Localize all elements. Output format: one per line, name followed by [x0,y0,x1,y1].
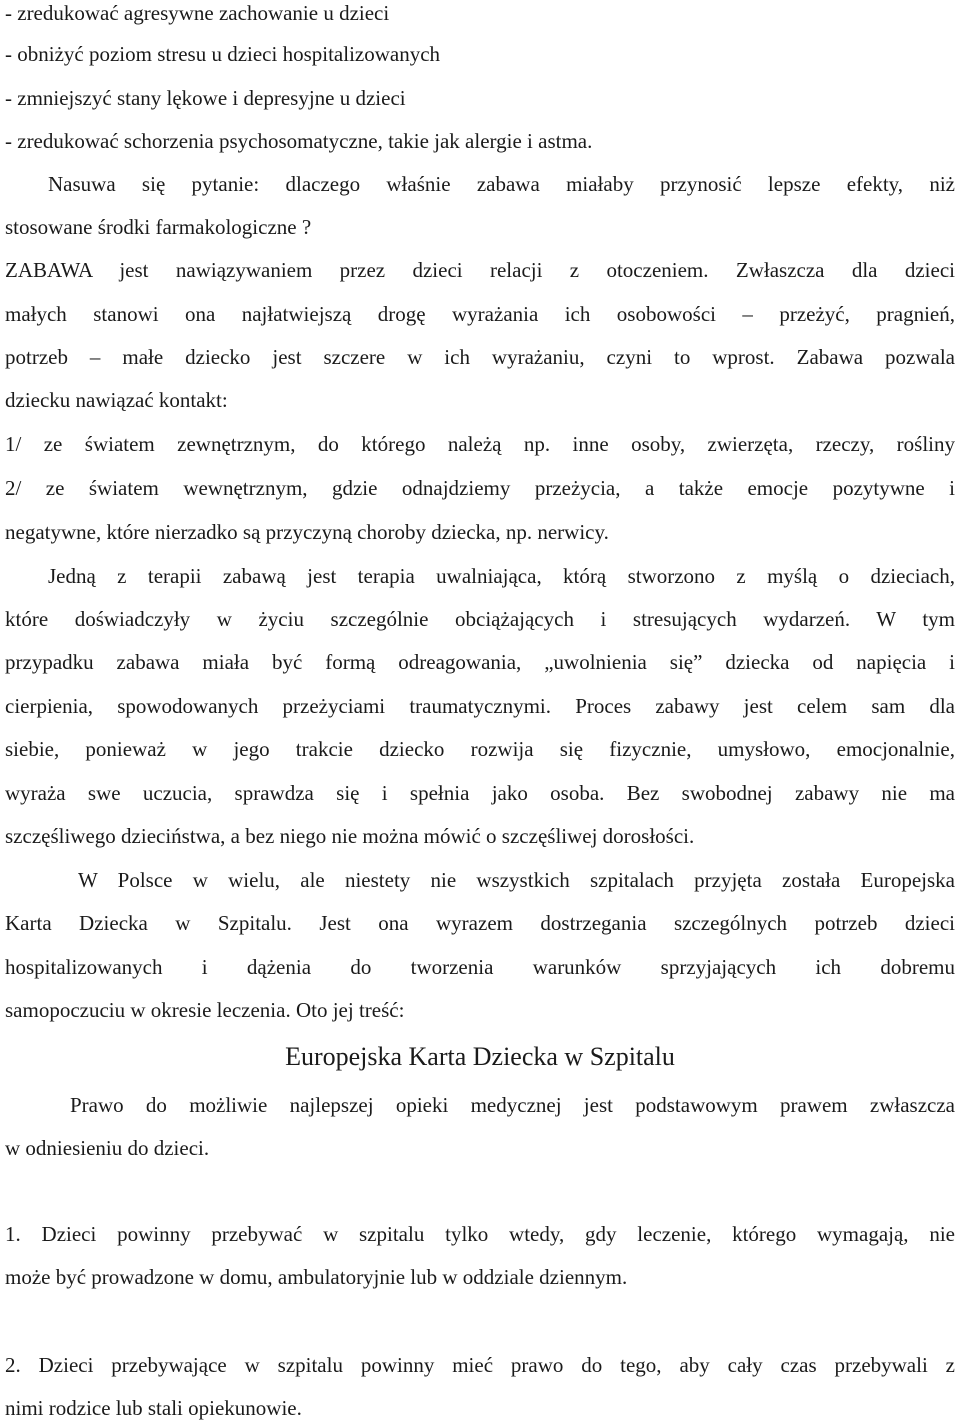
charter-intro-line: Prawo do możliwie najlepszej opieki medycznej jest podstawowym prawem zwłaszcza [70,1093,955,1117]
paragraph-line: hospitalizowanych i dążenia do tworzenia warunków sprzyjających ich dobremu [5,955,955,979]
charter-article-1-cont: może być prowadzone w domu, ambulatoryjnie lub w oddziale dziennym. [5,1265,628,1289]
charter-intro-line: w odniesieniu do dzieci. [5,1136,210,1160]
paragraph-line: które doświadczyły w życiu szczególnie obciążających i stresujących wydarzeń. W tym [5,607,955,631]
paragraph-line: W Polsce w wielu, ale niestety nie wszystkich szpitalach przyjęta została Europejska [78,868,955,892]
charter-title: Europejska Karta Dziecka w Szpitalu [285,1042,675,1071]
paragraph-line: ZABAWA jest nawiązywaniem przez dzieci relacji z otoczeniem. Zwłaszcza dla dzieci [5,258,955,282]
paragraph-line: potrzeb – małe dziecko jest szczere w ich wyrażaniu, czyni to wprost. Zabawa pozwala [5,345,955,369]
bullet-stress: - obniżyć poziom stresu u dzieci hospitalizowanych [5,42,441,66]
charter-article-1: 1. Dzieci powinny przebywać w szpitalu tylko wtedy, gdy leczenie, którego wymagają, nie [5,1222,955,1246]
bullet-aggression: - zredukować agresywne zachowanie u dzieci [5,1,390,25]
list-item-internal-world: 2/ ze światem wewnętrznym, gdzie odnajdziemy przeżycia, a także emocje pozytywne i [5,476,955,500]
paragraph-line: przypadku zabawa miała być formą odreagowania, „uwolnienia się” dziecka od napięcia i [5,650,955,674]
paragraph-line: dziecku nawiązać kontakt: [5,388,228,412]
paragraph-line: samopoczuciu w okresie leczenia. Oto jej treść: [5,998,405,1022]
list-item-external-world: 1/ ze światem zewnętrznym, do którego należą np. inne osoby, zwierzęta, rzeczy, rośliny [5,432,955,456]
bullet-psychosomatic: - zredukować schorzenia psychosomatyczne, takie jak alergie i astma. [5,129,593,153]
paragraph-line: stosowane środki farmakologiczne ? [5,215,312,239]
paragraph-line: małych stanowi ona najłatwiejszą drogę wyrażania ich osobowości – przeżyć, pragnień, [5,302,955,326]
bullet-anxiety: - zmniejszyć stany lękowe i depresyjne u dzieci [5,86,406,110]
charter-article-2: 2. Dzieci przebywające w szpitalu powinny mieć prawo do tego, aby cały czas przebywali z [5,1353,955,1377]
list-item-internal-world-cont: negatywne, które nierzadko są przyczyną choroby dziecka, np. nerwicy. [5,520,609,544]
paragraph-line: szczęśliwego dzieciństwa, a bez niego nie można mówić o szczęśliwej dorosłości. [5,824,695,848]
charter-article-2-cont: nimi rodzice lub stali opiekunowie. [5,1396,302,1420]
paragraph-line: cierpienia, spowodowanych przeżyciami traumatycznymi. Proces zabawy jest celem sam dla [5,694,955,718]
paragraph-line: Nasuwa się pytanie: dlaczego właśnie zabawa miałaby przynosić lepsze efekty, niż [48,172,955,196]
paragraph-line: Jedną z terapii zabawą jest terapia uwalniająca, którą stworzono z myślą o dzieciach, [48,564,955,588]
paragraph-line: siebie, ponieważ w jego trakcie dziecko rozwija się fizycznie, umysłowo, emocjonalnie, [5,737,955,761]
paragraph-line: wyraża swe uczucia, sprawdza się i spełnia jako osoba. Bez swobodnej zabawy nie ma [5,781,955,805]
paragraph-line: Karta Dziecka w Szpitalu. Jest ona wyrazem dostrzegania szczególnych potrzeb dzieci [5,911,955,935]
